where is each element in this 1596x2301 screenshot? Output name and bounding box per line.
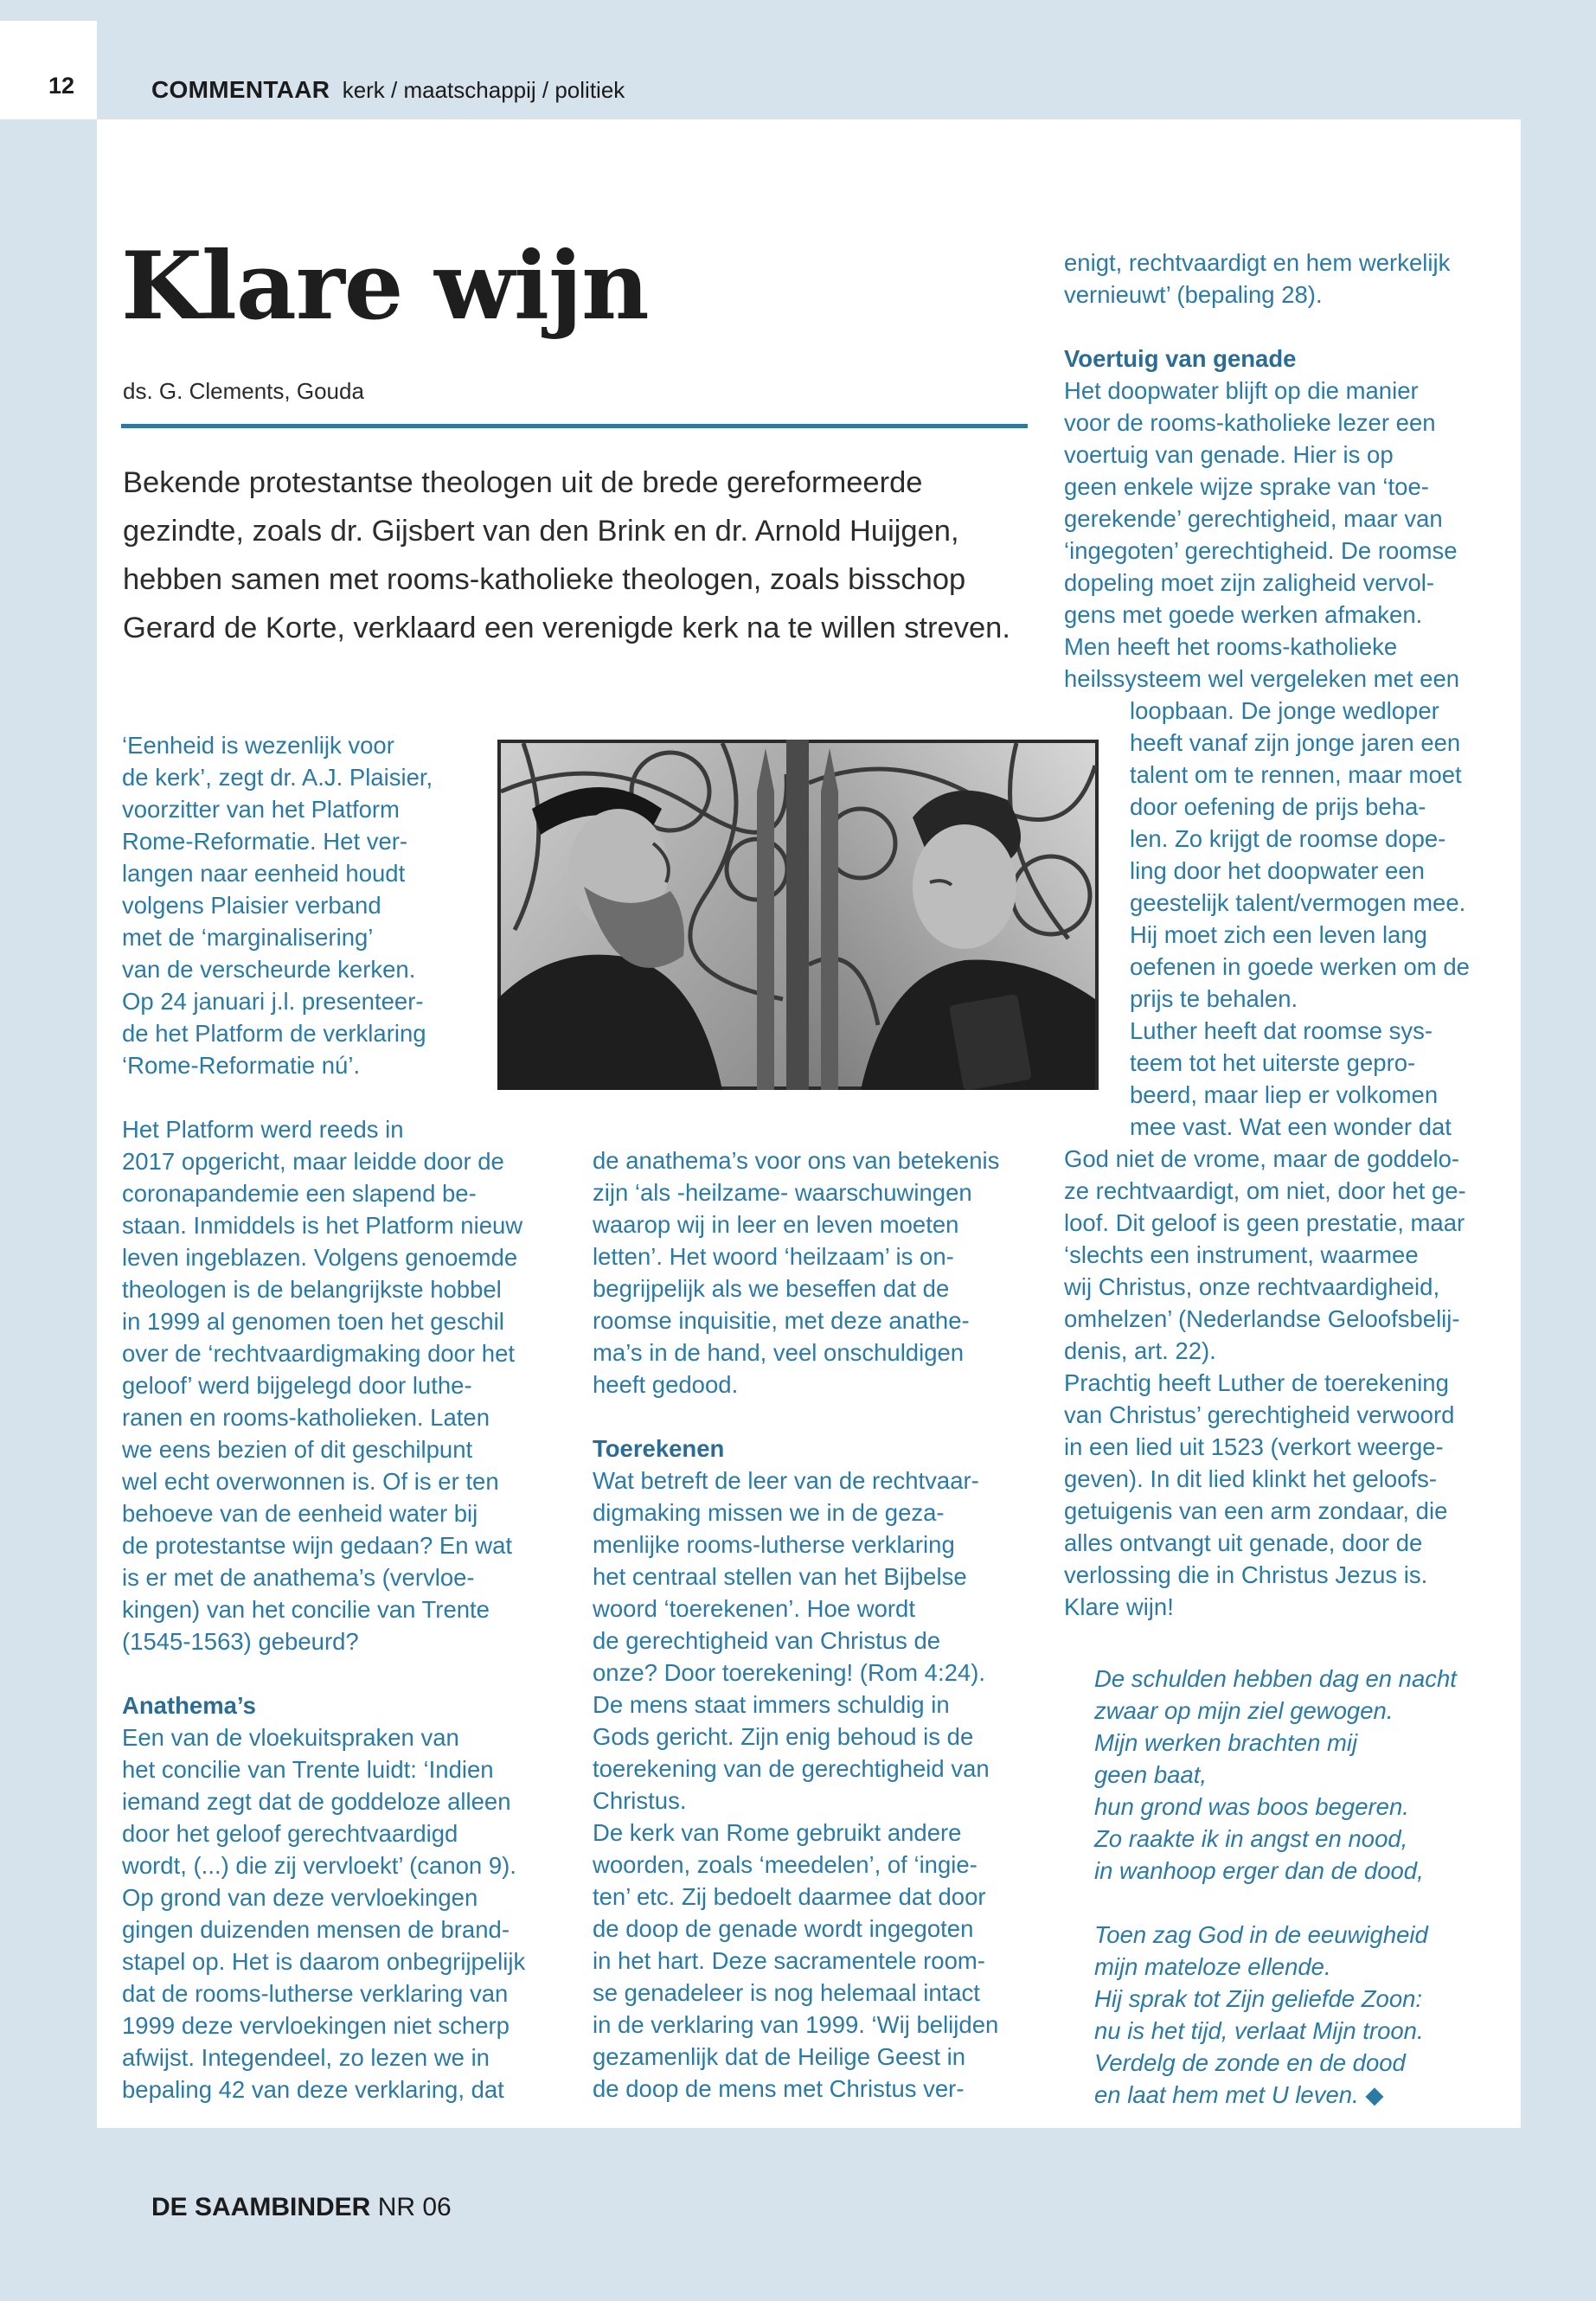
text-line: len. Zo krijgt de roomse dope-: [1130, 825, 1446, 852]
column-3-top: [1064, 247, 1514, 695]
text-line: door het geloof gerechtvaardigd: [122, 1820, 458, 1847]
text-line: dopeling moet zijn zaligheid vervol-: [1064, 569, 1435, 596]
footer: [151, 2193, 452, 2222]
text-line: geen enkele wijze sprake van ‘toe-: [1064, 473, 1429, 500]
paragraph-gap: [1064, 311, 1514, 343]
poem-line: hun grond was boos begeren.: [1094, 1793, 1409, 1820]
text-line: se genadeleer is nog helemaal intact: [593, 1979, 980, 2006]
text-line: zijn ‘als -heilzame- waarschuwingen: [593, 1179, 972, 1206]
text-line: loopbaan. De jonge wedloper: [1130, 697, 1439, 724]
text-line: stapel op. Het is daarom onbegrijpelijk: [122, 1948, 526, 1975]
text-line: waarop wij in leer en leven moeten: [593, 1211, 959, 1238]
text-line: Wat betreft de leer van de rechtvaar-: [593, 1467, 979, 1494]
text-line: Rome-Reformatie. Het ver-: [122, 828, 408, 855]
text-line: van Christus’ gerechtigheid verwoord: [1064, 1401, 1455, 1428]
text-line: langen naar eenheid houdt: [122, 860, 406, 887]
text-line: iemand zegt dat de goddeloze alleen: [122, 1788, 511, 1815]
column-1: [122, 729, 526, 2106]
text-line: Het doopwater blijft op die manier: [1064, 377, 1419, 404]
section-label: [151, 76, 625, 104]
text-line: enigt, rechtvaardigt en hem werkelijk: [1064, 249, 1451, 276]
text-line: ‘slechts een instrument, waarmee: [1064, 1241, 1419, 1268]
text-line: God niet de vrome, maar de goddelo-: [1064, 1145, 1460, 1172]
poem-line: nu is het tijd, verlaat Mijn troon.: [1094, 2017, 1424, 2044]
column-2: [593, 1144, 1042, 2105]
text-line: menlijke rooms-lutherse verklaring: [593, 1531, 955, 1558]
text-line: theologen is de belangrijkste hobbel: [122, 1276, 502, 1303]
subheading: Toerekenen: [593, 1435, 725, 1462]
poem-line: geen baat,: [1094, 1761, 1207, 1788]
text-line: kingen) van het concilie van Trente: [122, 1596, 490, 1623]
text-line: 2017 opgericht, maar leidde door de: [122, 1148, 504, 1175]
text-line: het centraal stellen van het Bijbelse: [593, 1563, 967, 1590]
page-number-box: [0, 21, 97, 119]
text-line: roomse inquisitie, met deze anathe-: [593, 1307, 970, 1334]
text-line: beerd, maar liep er volkomen: [1130, 1081, 1439, 1108]
text-line: voor de rooms-katholieke lezer een: [1064, 409, 1436, 436]
text-line: leven ingeblazen. Volgens genoemde: [122, 1244, 518, 1271]
text-line: wordt, (...) die zij vervloekt’ (canon 9).: [122, 1852, 516, 1879]
text-line: digmaking missen we in de geza-: [593, 1499, 945, 1526]
text-line: heeft gedood.: [593, 1371, 739, 1398]
text-line: Men heeft het rooms-katholieke: [1064, 633, 1398, 660]
text-line: de het Platform de verklaring: [122, 1020, 426, 1047]
text-line: gezamenlijk dat de Heilige Geest in: [593, 2043, 966, 2070]
text-line: vernieuwt’ (bepaling 28).: [1064, 281, 1323, 308]
text-line: denis, art. 22).: [1064, 1337, 1216, 1364]
stanza-gap: [1094, 1887, 1509, 1919]
text-line: de doop de mens met Christus ver-: [593, 2075, 965, 2102]
text-line: ‘Rome-Reformatie nú’.: [122, 1052, 361, 1079]
text-line: staan. Inmiddels is het Platform nieuw: [122, 1212, 523, 1239]
text-line: de protestantse wijn gedaan? En wat: [122, 1532, 512, 1559]
text-line: ‘ingegoten’ gerechtigheid. De roomse: [1064, 537, 1458, 564]
stained-glass-reformers-image: [497, 740, 1099, 1090]
poem-line: in wanhoop erger dan de dood,: [1094, 1857, 1424, 1884]
text-line: Luther heeft dat roomse sys-: [1130, 1017, 1433, 1044]
article-lead: Bekende protestantse theologen uit de brede gereformeerde gezindte, zoals dr. Gijsbert van den Brink en dr. Arnold Huijgen, hebben samen met rooms-katholieke theologen, zoals bisschop Gerard de Korte, verklaard een verenigde kerk na te willen streven.: [123, 466, 1010, 644]
text-line: ma’s in de hand, veel onschuldigen: [593, 1339, 965, 1366]
text-line: ling door het doopwater een: [1130, 857, 1425, 884]
text-line: coronapandemie een slapend be-: [122, 1180, 477, 1207]
text-line: voertuig van genade. Hier is op: [1064, 441, 1394, 468]
text-line: in 1999 al genomen toen het geschil: [122, 1308, 504, 1335]
text-line: ze rechtvaardigt, om niet, door het ge-: [1064, 1177, 1466, 1204]
text-line: mee vast. Wat een wonder dat: [1130, 1113, 1452, 1140]
article-byline: ds. G. Clements, Gouda: [123, 378, 364, 404]
text-line: toerekening van de gerechtigheid van: [593, 1755, 990, 1782]
poem-line: en laat hem met U leven. ◆: [1094, 2081, 1384, 2108]
text-line: (1545-1563) gebeurd?: [122, 1628, 359, 1655]
column-3-bottom: [1064, 1143, 1514, 1623]
text-line: alles ontvangt uit genade, door de: [1064, 1529, 1423, 1556]
section-name: COMMENTAAR: [151, 76, 330, 103]
text-line: ten’ etc. Zij bedoelt daarmee dat door: [593, 1883, 986, 1910]
text-line: onze? Door toerekening! (Rom 4:24).: [593, 1659, 985, 1686]
text-line: in het hart. Deze sacramentele room-: [593, 1947, 985, 1974]
text-line: wel echt overwonnen is. Of is er ten: [122, 1468, 499, 1495]
footer-magazine: DE SAAMBINDER: [151, 2193, 371, 2221]
text-line: in een lied uit 1523 (verkort weerge-: [1064, 1433, 1444, 1460]
text-line: gens met goede werken afmaken.: [1064, 601, 1423, 628]
subheading: Anathema’s: [122, 1692, 256, 1719]
text-line: de anathema’s voor ons van betekenis: [593, 1147, 1000, 1174]
text-line: De mens staat immers schuldig in: [593, 1691, 950, 1718]
paragraph-gap: [122, 1081, 520, 1113]
text-line: de doop de genade wordt ingegoten: [593, 1915, 974, 1942]
text-line: afwijst. Integendeel, zo lezen we in: [122, 2044, 490, 2071]
text-line: het concilie van Trente luidt: ‘Indien: [122, 1756, 494, 1783]
text-line: in de verklaring van 1999. ‘Wij belijden: [593, 2011, 999, 2038]
text-line: oefenen in goede werken om de: [1130, 953, 1470, 980]
text-line: voorzitter van het Platform: [122, 796, 400, 823]
page-number: 12: [48, 73, 75, 99]
text-line: bepaling 42 van deze verklaring, dat: [122, 2076, 504, 2103]
text-line: met de ‘marginalisering’: [122, 924, 374, 951]
column-3-indented: [1130, 695, 1519, 1143]
text-line: omhelzen’ (Nederlandse Geloofsbelij-: [1064, 1305, 1460, 1332]
text-line: geestelijk talent/vermogen mee.: [1130, 889, 1466, 916]
paragraph-gap: [122, 1657, 520, 1689]
text-line: Gods gericht. Zijn enig behoud is de: [593, 1723, 974, 1750]
text-line: de kerk’, zegt dr. A.J. Plaisier,: [122, 764, 433, 791]
text-line: verlossing die in Christus Jezus is.: [1064, 1561, 1428, 1588]
article-title: Klare wijn: [121, 232, 649, 341]
text-line: over de ‘rechtvaardigmaking door het: [122, 1340, 516, 1367]
poem-line: Zo raakte ik in angst en nood,: [1094, 1825, 1408, 1852]
subheading: Voertuig van genade: [1064, 345, 1297, 372]
text-line: de gerechtigheid van Christus de: [593, 1627, 941, 1654]
text-line: ranen en rooms-katholieken. Laten: [122, 1404, 490, 1431]
poem-line: Toen zag God in de eeuwigheid: [1094, 1921, 1428, 1948]
text-line: loof. Dit geloof is geen prestatie, maar: [1064, 1209, 1465, 1236]
text-line: Christus.: [593, 1787, 687, 1814]
text-line: heeft vanaf zijn jonge jaren een: [1130, 729, 1461, 756]
footer-issue: NR 06: [377, 2193, 452, 2221]
text-line: geven). In dit lied klinkt het geloofs-: [1064, 1465, 1438, 1492]
text-line: wij Christus, onze rechtvaardigheid,: [1064, 1273, 1440, 1300]
poem-line: De schulden hebben dag en nacht: [1094, 1665, 1457, 1692]
poem-line: Verdelg de zonde en de dood: [1094, 2049, 1406, 2076]
poem-line: Hij sprak tot Zijn geliefde Zoon:: [1094, 1985, 1423, 2012]
text-line: De kerk van Rome gebruikt andere: [593, 1819, 962, 1846]
text-line: heilssysteem wel vergeleken met een: [1064, 665, 1460, 692]
text-line: gerekende’ gerechtigheid, maar van: [1064, 505, 1443, 532]
text-line: Klare wijn!: [1064, 1593, 1174, 1620]
text-line: Het Platform werd reeds in: [122, 1116, 404, 1143]
text-line: we eens bezien of dit geschilpunt: [122, 1436, 473, 1463]
text-line: geloof’ werd bijgelegd door luthe-: [122, 1372, 472, 1399]
text-line: van de verscheurde kerken.: [122, 956, 416, 983]
text-line: door oefening de prijs beha-: [1130, 793, 1426, 820]
text-line: talent om te rennen, maar moet: [1130, 761, 1462, 788]
poem-line: zwaar op mijn ziel gewogen.: [1094, 1697, 1394, 1724]
text-line: behoeve van de eenheid water bij: [122, 1500, 478, 1527]
text-line: is er met de anathema’s (vervloe-: [122, 1564, 475, 1591]
text-line: Prachtig heeft Luther de toerekening: [1064, 1369, 1449, 1396]
text-line: begrijpelijk als we beseffen dat de: [593, 1275, 950, 1302]
section-subsections: kerk / maatschappij / politiek: [342, 77, 625, 103]
title-rule: [121, 424, 1028, 428]
text-line: Een van de vloekuitspraken van: [122, 1724, 459, 1751]
luther-hymn-poem: [1094, 1663, 1509, 2111]
text-line: woord ‘toerekenen’. Hoe wordt: [593, 1595, 915, 1622]
paragraph-gap: [593, 1400, 1042, 1433]
text-line: Hij moet zich een leven lang: [1130, 921, 1427, 948]
text-line: ‘Eenheid is wezenlijk voor: [122, 732, 394, 759]
text-line: woorden, zoals ‘meedelen’, of ‘ingie-: [593, 1851, 977, 1878]
text-line: getuigenis van een arm zondaar, die: [1064, 1497, 1448, 1524]
text-line: Op grond van deze vervloekingen: [122, 1884, 478, 1911]
text-line: teem tot het uiterste gepro-: [1130, 1049, 1416, 1076]
text-line: 1999 deze vervloekingen niet scherp: [122, 2012, 510, 2039]
poem-line: mijn mateloze ellende.: [1094, 1953, 1331, 1980]
text-line: dat de rooms-lutherse verklaring van: [122, 1980, 509, 2007]
poem-line: Mijn werken brachten mij: [1094, 1729, 1358, 1756]
text-line: volgens Plaisier verband: [122, 892, 381, 919]
text-line: prijs te behalen.: [1130, 985, 1298, 1012]
text-line: gingen duizenden mensen de brand-: [122, 1916, 510, 1943]
text-line: Op 24 januari j.l. presenteer-: [122, 988, 424, 1015]
text-line: letten’. Het woord ‘heilzaam’ is on-: [593, 1243, 954, 1270]
